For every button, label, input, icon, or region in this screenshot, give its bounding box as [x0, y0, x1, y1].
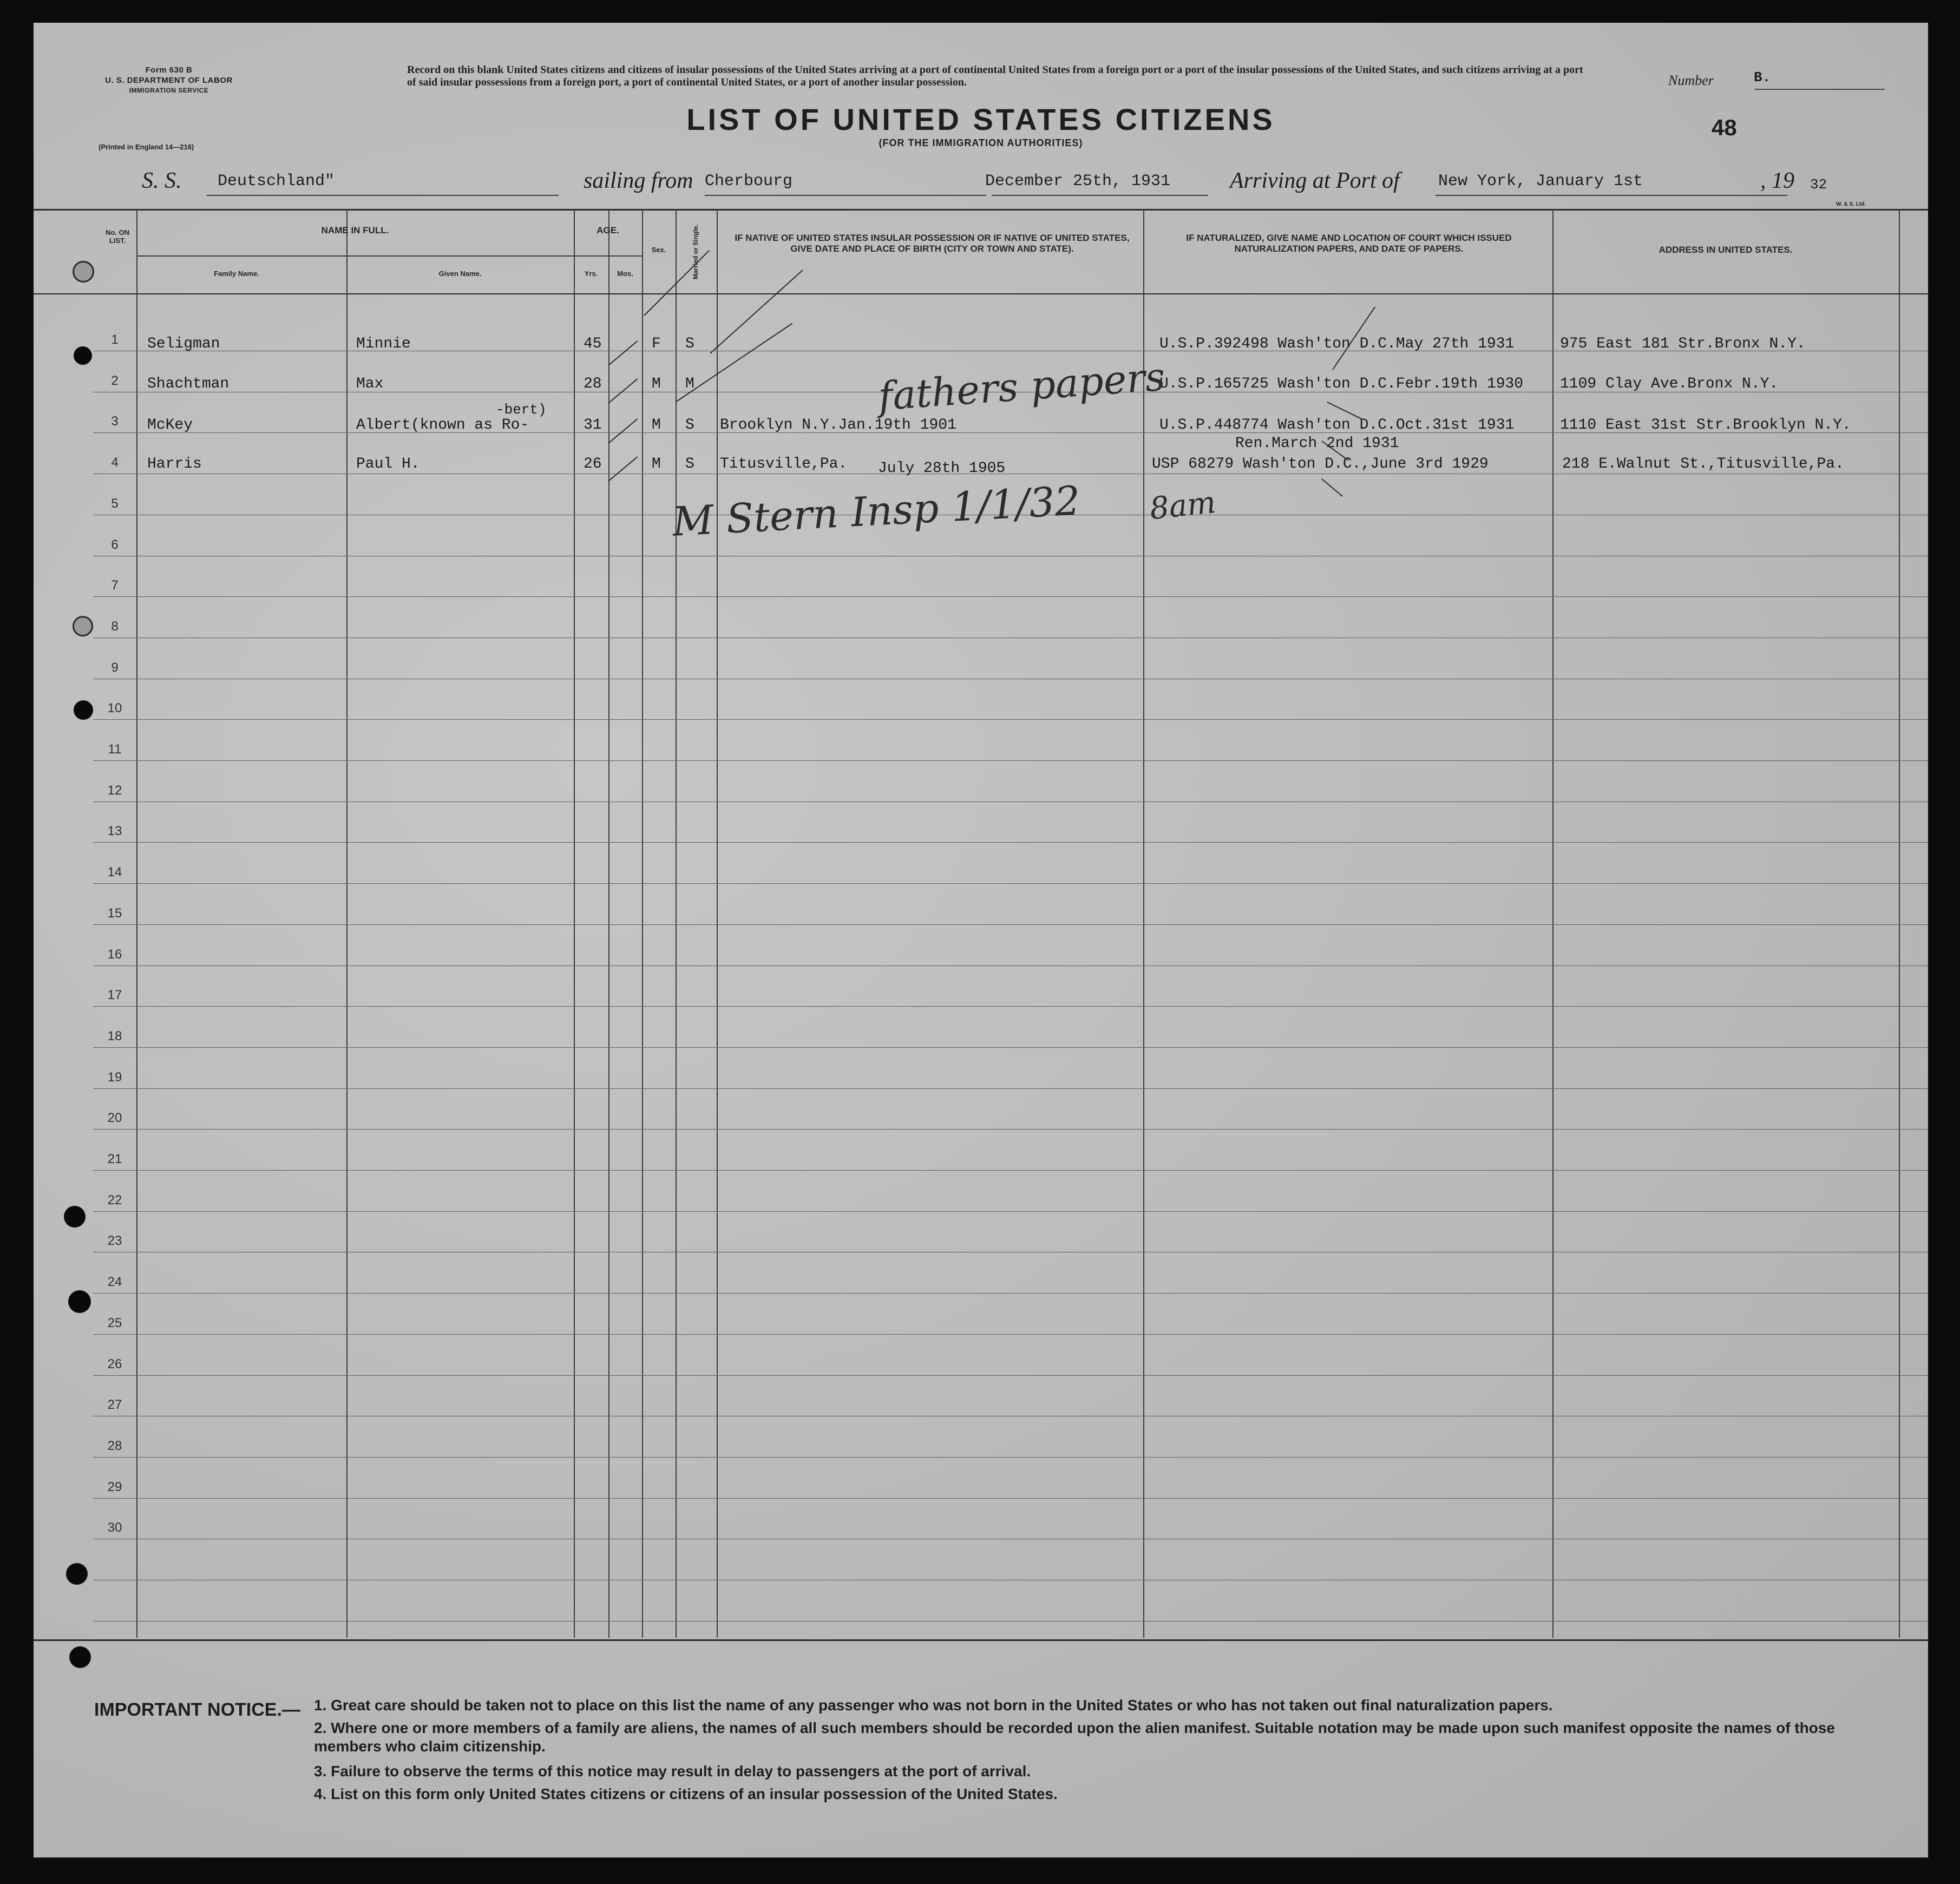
department-name: U. S. DEPARTMENT OF LABOR	[105, 76, 233, 85]
entry-2-age: 28	[584, 376, 602, 392]
header-sex: Sex.	[651, 246, 666, 254]
entry-4-birth-date: July 28th 1905	[878, 460, 1006, 477]
entry-3-address: 1110 East 31st Str.Brooklyn N.Y.	[1560, 417, 1851, 434]
header-naturalized: IF NATURALIZED, GIVE NAME AND LOCATION OF COURT WHICH ISSUED NATURALIZATION PAPERS, AND DATE OF PAPERS.	[1186, 233, 1512, 254]
entry-3-given-name: Albert(known as Ro-	[356, 417, 529, 434]
row-number: 1	[111, 332, 119, 347]
printed-in-note: (Printed in England 14—216)	[99, 143, 194, 151]
arrival-underline	[1435, 195, 1787, 196]
row-number: 9	[111, 660, 119, 675]
year-prefix: , 19	[1760, 168, 1794, 193]
binder-hole	[64, 1206, 86, 1227]
row-number: 16	[107, 947, 122, 962]
sailing-from-underline	[705, 195, 986, 196]
row-number: 15	[107, 906, 122, 921]
entry-3-family-name: McKey	[147, 417, 193, 434]
row-number: 5	[111, 496, 119, 511]
entry-4-address: 218 E.Walnut St.,Titusville,Pa.	[1562, 456, 1844, 472]
service-name: IMMIGRATION SERVICE	[129, 87, 209, 94]
col-divider	[642, 209, 643, 1638]
arriving-label: Arriving at Port of	[1230, 168, 1400, 193]
row-number: 26	[107, 1357, 122, 1371]
important-notice-title: IMPORTANT NOTICE.—	[94, 1699, 300, 1720]
header-no-on-list: No. ON LIST.	[105, 228, 130, 245]
entry-3-sex: M	[652, 417, 661, 434]
header-given-name: Given Name.	[438, 270, 482, 278]
row-number: 13	[107, 824, 122, 838]
row-number: 14	[107, 865, 122, 879]
number-underline	[1755, 89, 1885, 90]
record-instruction: Record on this blank United States citizens and citizens of insular possessions of the United States arriving at a port of continental United States from a foreign port or a port of the insular possessions of the United States, and such citizens arriving at a port of said insular possessions from a foreign port, a port of continental United States, or a port of another insular possession.	[407, 64, 1583, 88]
inspector-signature: M Stern Insp 1/1/32	[671, 477, 1081, 546]
header-age: AGE.	[596, 225, 619, 235]
row-number: 4	[111, 455, 119, 470]
notice-item-1: 1. Great care should be taken not to place on this list the name of any passenger who was not born in the United States or who has not taken out final naturalization papers.	[314, 1697, 1553, 1714]
age-header-divider	[574, 255, 642, 257]
binder-hole	[69, 1646, 91, 1668]
arrival-port-date: New York, January 1st	[1438, 172, 1643, 191]
entry-1-marital-status: S	[685, 336, 694, 352]
row-number: 30	[107, 1520, 122, 1535]
row-number: 7	[111, 578, 119, 593]
row-number: 2	[111, 373, 119, 388]
entry-2-sex: M	[652, 376, 661, 392]
entry-1-family-name: Seligman	[147, 336, 220, 352]
row-rule	[93, 1375, 1928, 1376]
handwritten-fathers-papers: fathers papers	[876, 353, 1167, 419]
row-number: 28	[107, 1439, 122, 1453]
row-number: 19	[107, 1070, 122, 1085]
year-suffix: 32	[1810, 176, 1827, 193]
row-number: 10	[107, 701, 122, 715]
name-header-divider	[136, 255, 574, 257]
row-rule	[93, 596, 1928, 597]
form-identifier	[71, 65, 266, 96]
row-number: 25	[107, 1316, 122, 1330]
notice-item-3: 3. Failure to observe the terms of this notice may result in delay to passengers at the port of arrival.	[314, 1763, 1031, 1780]
entry-4-age: 26	[584, 456, 602, 472]
entry-4-birth: Titusville,Pa.	[720, 456, 848, 472]
entry-4-naturalization: USP 68279 Wash'ton D.C.,June 3rd 1929	[1152, 456, 1489, 472]
departure-date-underline	[992, 195, 1208, 196]
form-number: Form 630 B	[145, 65, 193, 75]
row-number: 27	[107, 1397, 122, 1412]
header-bottom-rule	[34, 293, 1928, 294]
ship-name-underline	[207, 195, 559, 196]
entry-4-family-name: Harris	[147, 456, 202, 472]
col-divider	[608, 209, 609, 1638]
binder-hole	[73, 261, 94, 283]
col-divider	[1552, 209, 1553, 1638]
notice-item-2: 2. Where one or more members of a family are aliens, the names of all such members should be recorded upon the alien manifest. Suitable notation may be made upon such manifest opposite the names of those members who claim citizenship.	[314, 1719, 1835, 1755]
entry-2-naturalization: U.S.P.165725 Wash'ton D.C.Febr.19th 1930	[1159, 376, 1524, 392]
number-value: B.	[1754, 69, 1771, 86]
binder-hole	[74, 700, 93, 720]
entry-1-naturalization: U.S.P.392498 Wash'ton D.C.May 27th 1931	[1159, 336, 1515, 352]
row-number: 3	[111, 414, 119, 429]
row-rule	[93, 1334, 1928, 1335]
entry-2-family-name: Shachtman	[147, 376, 230, 392]
entry-3-marital-status: S	[685, 417, 694, 434]
header-married-single: Married or Single.	[692, 224, 699, 279]
row-number: 21	[107, 1152, 122, 1166]
row-number: 20	[107, 1111, 122, 1125]
number-label: Number	[1668, 73, 1714, 88]
printer-mark: W. & S. Ltd.	[1836, 201, 1866, 207]
header-mos: Mos.	[617, 270, 633, 278]
col-divider	[676, 209, 677, 1638]
entry-3-naturalization: U.S.P.448774 Wash'ton D.C.Oct.31st 1931	[1159, 417, 1515, 434]
binder-hole	[68, 1290, 91, 1313]
header-yrs: Yrs.	[584, 270, 598, 278]
col-divider	[1143, 209, 1144, 1638]
row-rule	[93, 1088, 1928, 1089]
binder-hole	[73, 616, 93, 636]
col-divider	[136, 209, 137, 1638]
binder-hole	[66, 1563, 88, 1585]
entry-1-age: 45	[584, 336, 602, 352]
row-number: 23	[107, 1233, 122, 1248]
row-rule	[93, 1006, 1928, 1007]
sailing-from-port: Cherbourg	[705, 172, 793, 191]
row-rule	[93, 842, 1928, 843]
entry-1-given-name: Minnie	[356, 336, 411, 352]
row-rule	[93, 1498, 1928, 1499]
departure-date: December 25th, 1931	[985, 172, 1171, 191]
entry-3-given-name-continuation: -bert)	[496, 402, 547, 418]
row-rule	[93, 1211, 1928, 1212]
entry-3-naturalization-renewal: Ren.March 2nd 1931	[1235, 435, 1399, 452]
binder-hole	[74, 346, 92, 365]
col-divider	[717, 209, 718, 1638]
row-rule	[93, 883, 1928, 884]
entry-1-sex: F	[652, 336, 661, 352]
ss-label: S. S.	[142, 168, 182, 193]
page-number: 48	[1712, 115, 1737, 140]
row-rule	[93, 924, 1928, 925]
row-number: 12	[107, 783, 122, 798]
col-divider	[574, 209, 575, 1638]
notice-item-4: 4. List on this form only United States citizens or citizens of an insular possession of the United States.	[314, 1785, 1058, 1802]
header-birth: IF NATIVE OF UNITED STATES INSULAR POSSESSION OR IF NATIVE OF UNITED STATES, GIVE DATE AND PLACE OF BIRTH (CITY OR TOWN AND STATE).	[735, 233, 1130, 254]
entry-4-sex: M	[652, 456, 661, 472]
entry-4-given-name: Paul H.	[356, 456, 420, 472]
manifest-sheet	[34, 23, 1928, 1857]
header-family-name: Family Name.	[214, 270, 259, 278]
row-rule	[93, 1129, 1928, 1130]
entry-3-birth: Brooklyn N.Y.Jan.19th 1901	[720, 417, 956, 434]
row-number: 17	[107, 988, 122, 1002]
row-number: 24	[107, 1275, 122, 1289]
entry-2-given-name: Max	[356, 376, 384, 392]
entry-1-address: 975 East 181 Str.Bronx N.Y.	[1560, 336, 1806, 352]
page-title: LIST OF UNITED STATES CITIZENS	[686, 102, 1275, 136]
col-divider	[1899, 209, 1900, 1638]
header-address: ADDRESS IN UNITED STATES.	[1659, 245, 1793, 255]
handwritten-side-mark: 8am	[1148, 484, 1218, 527]
entry-2-address: 1109 Clay Ave.Bronx N.Y.	[1560, 376, 1779, 392]
row-number: 8	[111, 619, 119, 634]
row-rule	[93, 760, 1928, 761]
header-name-in-full: NAME IN FULL.	[321, 225, 389, 235]
ship-name: Deutschland"	[218, 172, 335, 191]
row-number: 29	[107, 1480, 122, 1494]
row-number: 18	[107, 1029, 122, 1043]
row-rule	[93, 1293, 1928, 1294]
entry-3-age: 31	[584, 417, 602, 434]
row-number: 6	[111, 537, 119, 552]
row-rule	[93, 719, 1928, 720]
page-subtitle: (FOR THE IMMIGRATION AUTHORITIES)	[879, 137, 1083, 148]
col-divider	[346, 209, 348, 1638]
row-rule	[93, 1457, 1928, 1458]
row-rule	[93, 1047, 1928, 1048]
entry-4-marital-status: S	[685, 456, 694, 472]
row-number: 22	[107, 1193, 122, 1207]
row-number: 11	[108, 742, 122, 757]
sailing-from-label: sailing from	[584, 168, 693, 193]
entry-2-marital-status: M	[685, 376, 694, 392]
row-rule	[93, 1621, 1928, 1622]
row-rule	[93, 1170, 1928, 1171]
